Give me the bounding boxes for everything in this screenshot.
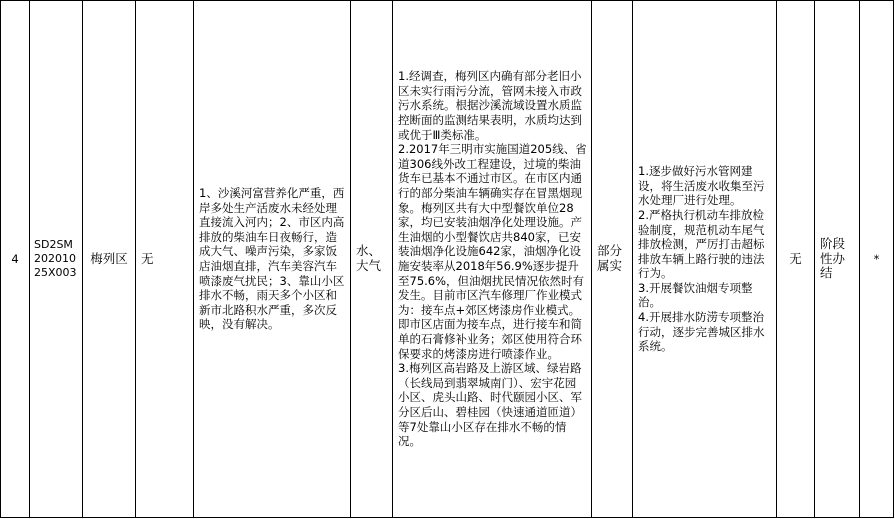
rectification-measures: 1.逐步做好污水管网建设，将生活废水收集至污水处理厂进行处理。 2.严格执行机动车排放检验制度，规范机动车尾气排放检测，严厉打击超标排放车辆上路行驶的违法行为。 3.开展餐饮油烟专项整治。 4.开展排水防涝专项整治行动，逐步完善城区排水系统。 (633, 1, 777, 518)
status-cell: 阶段性办结 (815, 1, 860, 518)
none-cell-2: 无 (777, 1, 815, 518)
investigation-result: 1.经调查，梅列区内确有部分老旧小区未实行雨污分流，管网未接入市政污水系统。根据沙溪流域设置水质监控断面的监测结果表明，水质均达到或优于Ⅲ类标准。 2.2017年三明市实施国道205线、省道306线外改工程建设，过境的柴油货车已基本不通过市区。在市区内通行的部分柴油车辆确实存在冒黑烟现象。梅列区共有大中型餐饮单位28家，均已安装油烟净化处理设施。产生油烟的小型餐饮店共840家，已安装油烟净化设施642家，油烟净化设施安装率从2018年56.9%逐步提升至75.6%，但油烟扰民情况依然时有发生。目前市区汽车修理厂作业模式为：接车点+郊区烤漆房作业模式。即市区店面为接车点，进行接车和简单的石膏修补业务；郊区使用符合环保要求的烤漆房进行喷漆作业。 3.梅列区高岩路及上游区域、绿岩路（长线局到翡翠城南门）、宏宇花园小区、虎头山路、时代颐园小区、军分区后山、碧桂园（快速通道匝道）等7处靠山小区存在排水不畅的情况。 (393, 1, 592, 518)
case-code: SD2SM20201025X003 (30, 1, 83, 518)
mark-cell: * (860, 1, 894, 518)
none-cell-1: 无 (136, 1, 194, 518)
row-index: 4 (1, 1, 30, 518)
pollution-type: 水、大气 (351, 1, 393, 518)
verdict-cell: 部分属实 (592, 1, 633, 518)
complaint-content: 1、沙溪河富营养化严重，西岸多处生产活废水未经处理直接流入河内；2、市区内高排放的柴油车日夜畅行，造成大气、噪声污染，多家饭店油烟直排，汽车美容汽车喷漆废气扰民；3、靠山小区排水不畅，雨天多个小区和新市北路积水严重，多次反映，没有解决。 (194, 1, 351, 518)
table-row (1, 1, 894, 518)
district-cell: 梅列区 (83, 1, 136, 518)
